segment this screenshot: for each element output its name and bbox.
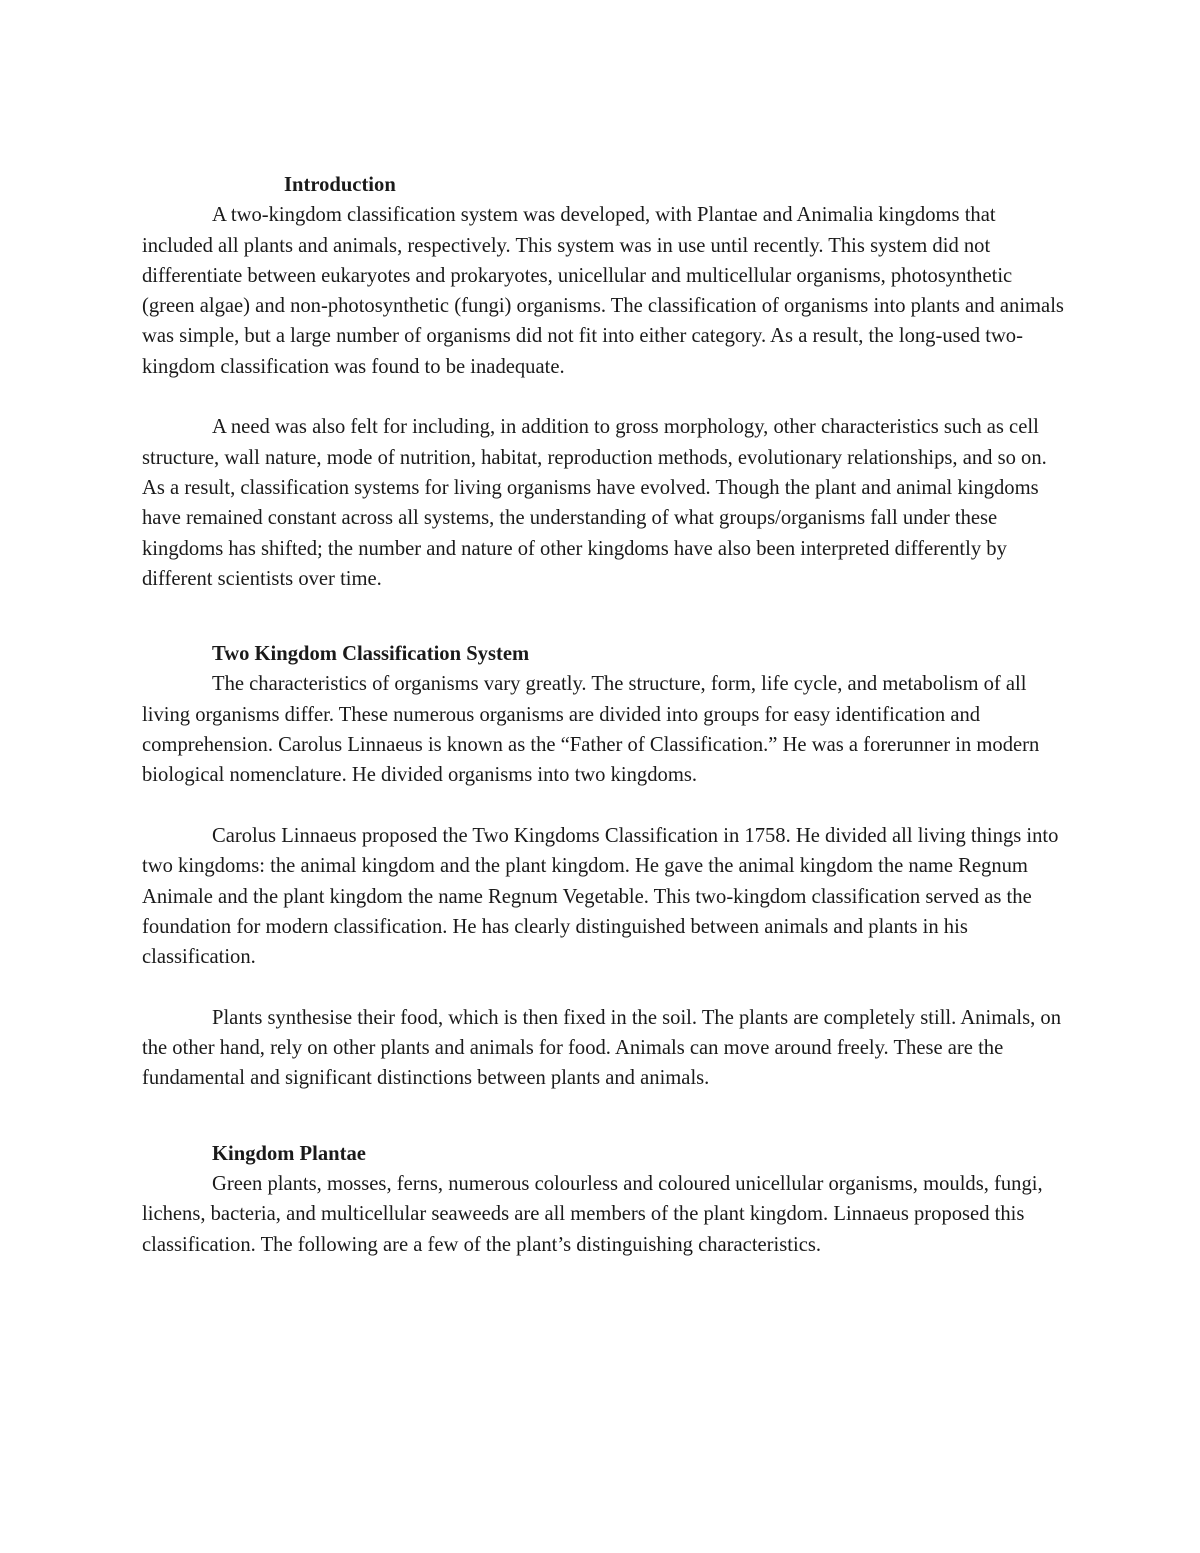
heading-two-kingdom: Two Kingdom Classification System [212, 643, 530, 666]
paragraph-two-kingdom-1: The characteristics of organisms vary greatly. The structure, form, life cycle, and metabolism of all living organisms differ. These numerous organisms are divided into groups for easy identification and comprehension. Carolus Linnaeus is known as the “Father of Classification.” He was a forerunner in modern biological nomenclature. He divided organisms into two kingdoms. [142, 673, 1040, 787]
paragraph-gap [142, 791, 1067, 821]
section-gap [142, 1094, 1067, 1139]
heading-introduction: Introduction [284, 174, 396, 196]
paragraph-plantae-1: Green plants, mosses, ferns, numerous colourless and coloured unicellular organisms, moulds, fungi, lichens, bacteria, and multicellular seaweeds are all members of the plant kingdom. Linnaeus proposed this classification. The following are a few of the plant’s distinguishing characteristics. [142, 1172, 1043, 1256]
paragraph-gap [142, 972, 1067, 1002]
paragraph-two-kingdom-2: Carolus Linnaeus proposed the Two Kingdoms Classification in 1758. He divided all living things into two kingdoms: the animal kingdom and the plant kingdom. He gave the animal kingdom the name Regnum Animale and the plant kingdom the name Regnum Vegetable. This two-kingdom classification served as the foundation for modern classification. He has clearly distinguished between animals and plants in his classification. [142, 824, 1059, 969]
paragraph-intro-1: A two-kingdom classification system was developed, with Plantae and Animalia kingdoms that included all plants and animals, respectively. This system was in use until recently. This system did not differentiate between eukaryotes and prokaryotes, unicellular and multicellular organisms, photosynthetic (green algae) and non-photosynthetic (fungi) organisms. The classification of organisms into plants and animals was simple, but a large number of organisms did not fit into either category. As a result, the long-used two-kingdom classification was found to be inadequate. [142, 204, 1064, 378]
heading-kingdom-plantae: Kingdom Plantae [212, 1142, 366, 1165]
section-gap [142, 594, 1067, 639]
paragraph-two-kingdom-3: Plants synthesise their food, which is then fixed in the soil. The plants are completely still. Animals, on the other hand, rely on other plants and animals for food. Animals can move around freely. These are the fundamental and significant distinctions between plants and animals. [142, 1006, 1061, 1090]
paragraph-intro-2: A need was also felt for including, in addition to gross morphology, other characteristics such as cell structure, wall nature, mode of nutrition, habitat, reproduction methods, evolutionary relationships, and so on. As a result, classification systems for living organisms have evolved. Though the plant and animal kingdoms have remained constant across all systems, the understanding of what groups/organisms fall under these kingdoms has shifted; the number and nature of other kingdoms have also been interpreted differently by different scientists over time. [142, 416, 1047, 590]
document-body [142, 170, 1067, 1260]
paragraph-gap [142, 382, 1067, 412]
